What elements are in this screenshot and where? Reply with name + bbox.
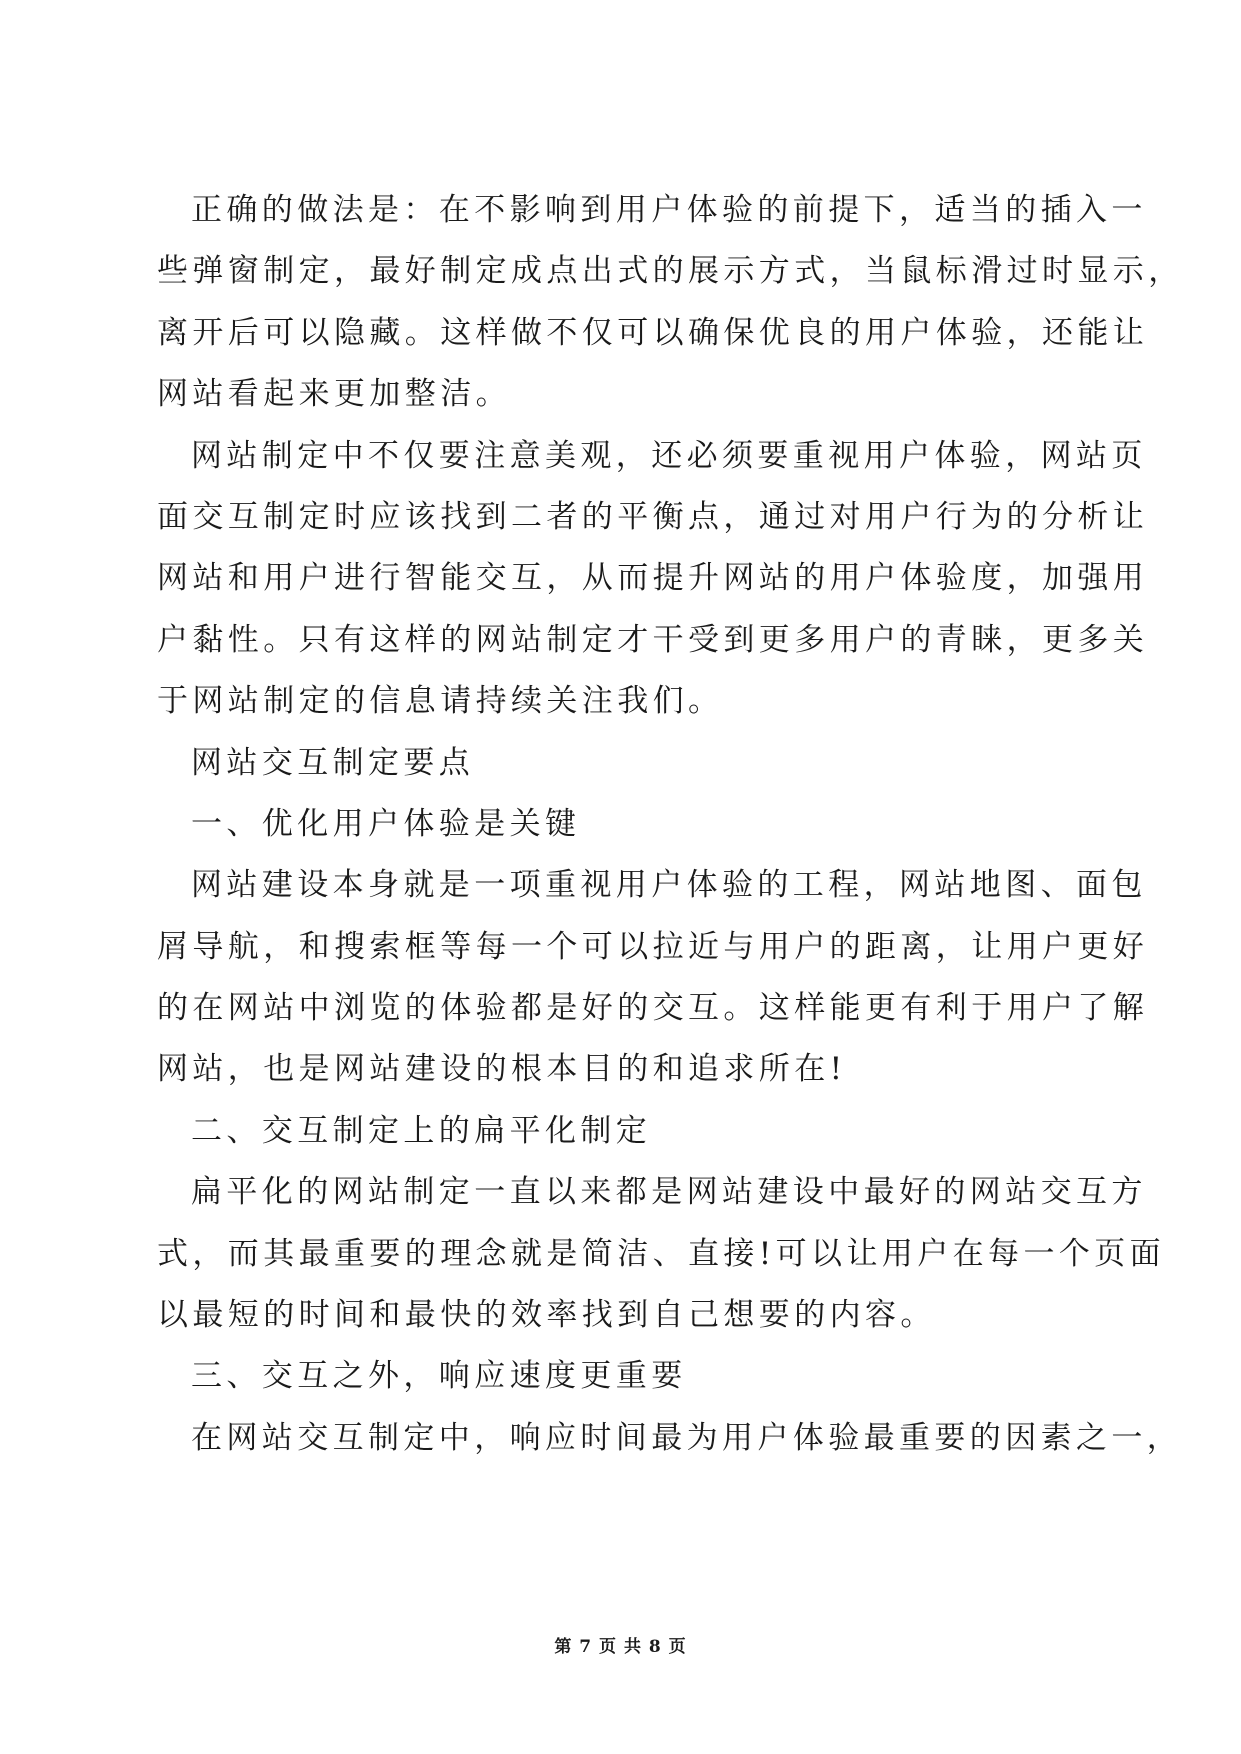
text-line: 式，而其最重要的理念就是简洁、直接!可以让用户在每一个页面 [157,1235,1166,1272]
section-heading: 三、交互之外，响应速度更重要 [191,1358,687,1395]
text-line: 以最短的时间和最快的效率找到自己想要的内容。 [157,1297,936,1334]
text-line: 面交互制定时应该找到二者的平衡点，通过对用户行为的分析让 [157,498,1149,535]
text-line: 网站建设本身就是一项重视用户体验的工程，网站地图、面包 [191,867,1147,904]
section-heading: 网站交互制定要点 [191,744,475,781]
text-line: 正确的做法是：在不影响到用户体验的前提下，适当的插入一 [191,192,1147,228]
section-heading: 二、交互制定上的扁平化制定 [191,1112,652,1149]
text-line: 的在网站中浏览的体验都是好的交互。这样能更有利于用户了解 [157,990,1149,1027]
text-line: 网站和用户进行智能交互，从而提升网站的用户体验度，加强用 [157,560,1149,597]
body-text [157,180,1184,1469]
text-line: 在网站交互制定中，响应时间最为用户体验最重要的因素之一， [191,1419,1183,1456]
text-line: 网站看起来更加整洁。 [157,376,511,413]
text-line: 网站制定中不仅要注意美观，还必须要重视用户体验，网站页 [191,437,1147,474]
text-line: 户黏性。只有这样的网站制定才干受到更多用户的青睐，更多关 [157,621,1149,658]
text-line: 些弹窗制定，最好制定成点出式的展示方式，当鼠标滑过时显示， [157,253,1184,290]
text-line: 网站，也是网站建设的根本目的和追求所在! [157,1051,847,1088]
page-number-footer: 第 7 页 共 8 页 [554,1637,687,1657]
text-line: 离开后可以隐藏。这样做不仅可以确保优良的用户体验，还能让 [157,314,1149,351]
section-heading: 一、优化用户体验是关键 [191,805,581,842]
text-line: 扁平化的网站制定一直以来都是网站建设中最好的网站交互方 [191,1174,1147,1211]
text-line: 于网站制定的信息请持续关注我们。 [157,683,724,720]
text-line: 屑导航，和搜索框等每一个可以拉近与用户的距离，让用户更好 [157,928,1149,965]
